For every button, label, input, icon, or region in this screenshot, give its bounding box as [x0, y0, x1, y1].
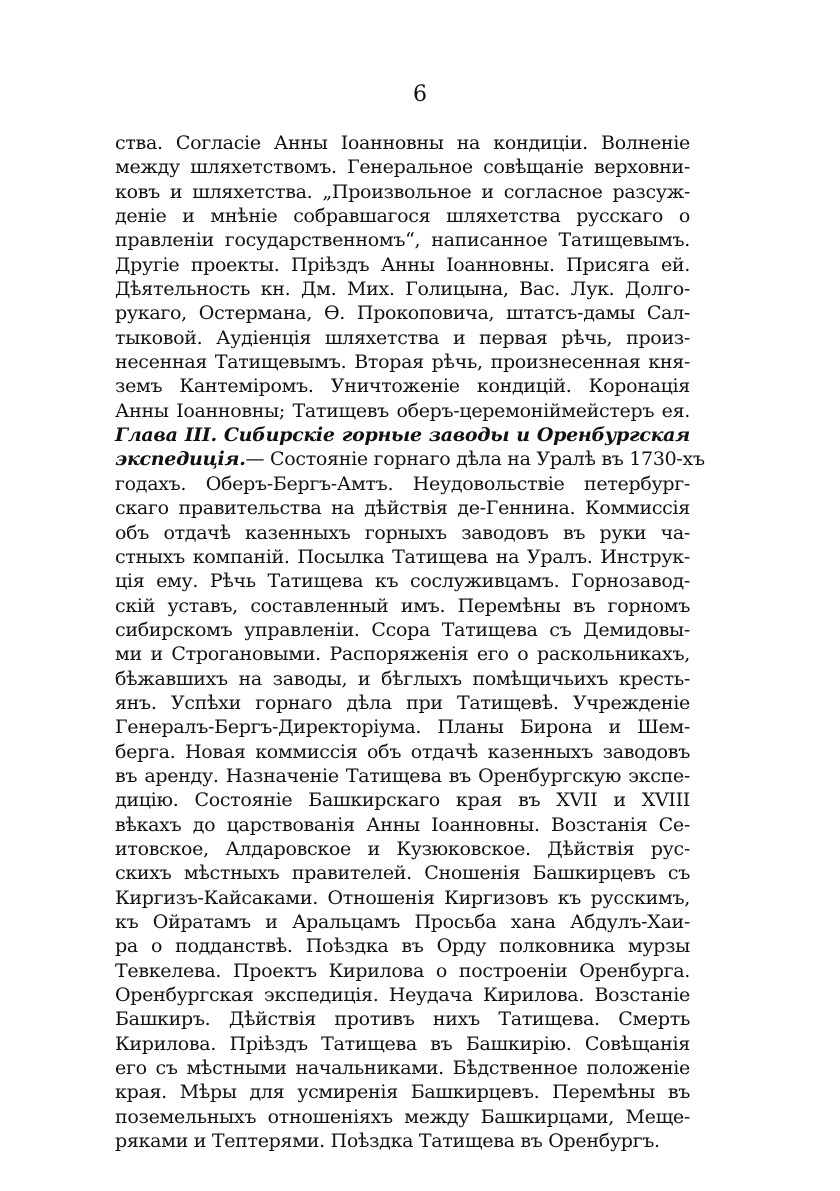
text-line	[115, 910, 690, 934]
line-text: поземельныхъ отношеніяхъ между Башкирцами, Меще-	[115, 1105, 690, 1128]
line-text: ми и Строгановыми. Распоряженія его о раскольникахъ,	[115, 643, 690, 666]
line-text: ковъ и шляхетства. „Произвольное и согласное разсуж-	[115, 180, 690, 203]
line-text: бѣжавшихъ на заводы, и бѣглыхъ помѣщичьихъ кресть-	[115, 667, 690, 690]
line-text: Оренбургская экспедиція. Неудача Кирилова. Возстаніе	[115, 984, 690, 1007]
line-text: ства. Согласіе Анны Іоанновны на кондиціи. Волненіе	[115, 132, 690, 154]
line-text: Дѣятельность кн. Дм. Мих. Голицына, Вас. Лук. Долго-	[115, 278, 690, 301]
text-line	[115, 204, 690, 228]
page-number: 6	[413, 82, 427, 107]
text-line	[115, 642, 690, 666]
line-text: — Состояніе горнаго дѣла на Уралѣ въ 1730-хъ	[245, 448, 705, 471]
text-line	[115, 447, 705, 471]
line-text: тыковой. Аудіенція шляхетства и первая рѣчь, произ-	[115, 326, 690, 349]
text-line	[115, 1129, 690, 1153]
text-line	[115, 740, 690, 764]
line-text: Другіе проекты. Пріѣздъ Анны Іоанновны. Присяга ей.	[115, 253, 690, 276]
text-line	[115, 715, 690, 739]
line-text: въ аренду. Назначеніе Татищева въ Оренбургскую экспе-	[115, 764, 690, 787]
text-line	[115, 594, 690, 618]
text-line	[115, 1105, 690, 1129]
line-text: скій уставъ, составленный имъ. Перемѣны въ горномъ	[115, 594, 690, 617]
line-text: годахъ. Оберъ-Бергъ-Амтъ. Неудовольствіе петербург-	[115, 472, 690, 495]
line-text: объ отдачѣ казенныхъ горныхъ заводовъ въ руки ча-	[115, 521, 690, 544]
body-text	[115, 131, 705, 1153]
line-text: ра о подданствѣ. Поѣздка въ Орду полковника мурзы	[115, 935, 690, 958]
text-line	[115, 618, 690, 642]
text-line	[115, 228, 690, 252]
text-line	[115, 472, 690, 496]
line-text: Кирилова. Пріѣздъ Татищева въ Башкирію. Совѣщанія	[115, 1032, 690, 1055]
text-line	[115, 326, 690, 350]
text-line	[115, 1080, 690, 1104]
text-line	[115, 934, 690, 958]
text-line	[115, 374, 690, 398]
text-line	[115, 253, 690, 277]
line-text: дицію. Состояніе Башкирскаго края въ XVII и XVIII	[115, 789, 690, 812]
line-text: Киргизъ-Кайсаками. Отношенія Киргизовъ къ русскимъ,	[115, 886, 690, 909]
line-text: стныхъ компаній. Посылка Татищева на Уралъ. Инструк-	[115, 545, 690, 568]
text-line	[115, 1056, 690, 1080]
text-line	[115, 399, 690, 423]
line-text: итовское, Алдаровское и Кузюковское. Дѣйствія рус-	[115, 837, 690, 860]
line-text: несенная Татищевымъ. Вторая рѣчь, произнесенная кня-	[115, 351, 690, 374]
text-line	[115, 764, 690, 788]
line-text: его съ мѣстными начальниками. Бѣдственное положеніе	[115, 1057, 690, 1080]
text-line	[115, 1032, 690, 1056]
line-text: правленіи государственномъ“, написанное Татищевымъ.	[115, 229, 690, 252]
text-line	[115, 521, 690, 545]
line-text: вѣкахъ до царствованія Анны Іоанновны. Возстанія Се-	[115, 813, 690, 836]
text-line	[115, 155, 690, 179]
line-text: рукаго, Остермана, Ѳ. Прокоповича, штатсъ-дамы Сал-	[115, 302, 690, 325]
text-line	[115, 959, 690, 983]
text-line	[115, 277, 690, 301]
line-text: Генералъ-Бергъ-Директоріума. Планы Бирона и Шем-	[115, 716, 690, 739]
text-line	[115, 813, 690, 837]
text-line	[115, 1007, 690, 1031]
line-text: деніе и мнѣніе собравшагося шляхетства русскаго о	[115, 205, 690, 228]
text-line	[115, 837, 690, 861]
text-line	[115, 983, 690, 1007]
line-text: края. Мѣры для усмиренія Башкирцевъ. Перемѣны въ	[115, 1081, 690, 1104]
line-text: ряками и Тептерями. Поѣздка Татищева въ Оренбургъ.	[115, 1130, 660, 1153]
line-text: къ Ойратамъ и Аральцамъ Просьба хана Абдулъ-Хаи-	[115, 911, 690, 933]
line-text: ція ему. Рѣчь Татищева къ сослуживцамъ. Горнозавод-	[115, 570, 690, 593]
text-line	[115, 545, 690, 569]
text-line	[115, 423, 690, 447]
line-text: янъ. Успѣхи горнаго дѣла при Татищевѣ. Учрежденіе	[115, 691, 690, 714]
text-line	[115, 131, 690, 155]
text-line	[115, 301, 690, 325]
text-line	[115, 788, 690, 812]
text-line	[115, 569, 690, 593]
text-line	[115, 667, 690, 691]
text-line	[115, 691, 690, 715]
line-text: Башкиръ. Дѣйствія противъ нихъ Татищева. Смерть	[115, 1008, 690, 1031]
text-line	[115, 350, 690, 374]
chapter-heading-text: экспедиція.	[115, 448, 246, 471]
line-text: скаго правительства на дѣйствія де-Геннина. Коммиссія	[115, 497, 690, 520]
line-text: сибирскомъ управленіи. Ссора Татищева съ Демидовы-	[115, 618, 690, 641]
text-line	[115, 861, 690, 885]
line-text: берга. Новая коммиссія объ отдачѣ казенныхъ заводовъ	[115, 740, 690, 763]
line-text: Тевкелева. Проектъ Кирилова о построеніи Оренбурга.	[115, 959, 690, 982]
text-line	[115, 496, 690, 520]
line-text: Анны Іоанновны; Татищевъ оберъ-церемоніймейстеръ ея.	[115, 399, 690, 422]
text-line	[115, 886, 690, 910]
chapter-heading-text: Глава III. Сибирскіе горные заводы и Оренбургская	[115, 424, 690, 447]
line-text: скихъ мѣстныхъ правителей. Сношенія Башкирцевъ съ	[115, 862, 690, 885]
text-line	[115, 180, 690, 204]
line-text: земъ Кантеміромъ. Уничтоженіе кондицій. Коронація	[115, 375, 690, 398]
line-text: между шляхетствомъ. Генеральное совѣщаніе верховни-	[115, 156, 690, 179]
